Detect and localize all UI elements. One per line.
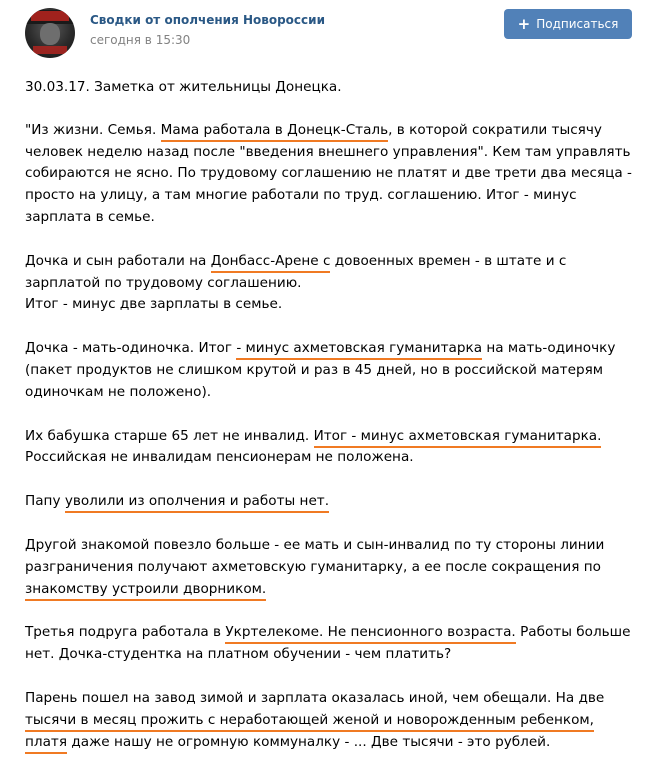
text-fragment: довоенных времен - в штате и с зарплатой по трудовому соглашению. bbox=[25, 252, 567, 291]
highlighted-text: Укртелекоме. Не пенсионного возраста. bbox=[225, 624, 515, 644]
post-paragraph bbox=[25, 688, 640, 753]
highlighted-text: Итог - минус ахметовская гуманитарка. bbox=[314, 428, 602, 448]
text-fragment: Их бабушка старше 65 лет не инвалид. bbox=[25, 427, 314, 444]
post-paragraph bbox=[25, 426, 640, 470]
post-paragraph bbox=[25, 77, 640, 99]
text-fragment: Парень пошел на завод зимой и зарплата оказалась иной, чем обещали. На две bbox=[25, 689, 605, 706]
text-fragment: Другой знакомой повезло больше - ее мать и сын-инвалид по ту стороны линии разграничения получают ахметовскую гуманитарку, а ее после сокращения по bbox=[25, 536, 605, 575]
highlighted-text: Мама работала в Донецк-Сталь bbox=[161, 122, 389, 142]
avatar-face bbox=[40, 23, 60, 45]
highlighted-text: Донбасс-Арене с bbox=[211, 253, 331, 273]
post-date-line: 30.03.17. Заметка от жительницы Донецка. bbox=[25, 79, 342, 95]
text-fragment: даже нашу не огромную коммуналку - ... Две тысячи - это рублей. bbox=[67, 733, 551, 750]
subscribe-button[interactable] bbox=[504, 9, 632, 39]
plus-icon: + bbox=[517, 14, 531, 33]
post-header bbox=[0, 0, 651, 70]
post-paragraph bbox=[25, 338, 640, 403]
subscribe-label: Подписаться bbox=[536, 17, 619, 31]
group-avatar[interactable] bbox=[25, 8, 75, 58]
text-fragment: Работы больше нет. Дочка-студентка на платном обучении - чем платить? bbox=[25, 624, 631, 663]
post-paragraph bbox=[25, 120, 640, 229]
post-paragraph bbox=[25, 251, 640, 316]
text-fragment: Папу bbox=[25, 493, 65, 510]
post-timestamp[interactable]: сегодня в 15:30 bbox=[90, 33, 191, 47]
text-fragment: Российская не инвалидам пенсионерам не положена. bbox=[25, 449, 414, 466]
avatar-banner-bottom bbox=[33, 46, 67, 54]
post-text bbox=[25, 77, 640, 775]
text-fragment: Итог - минус две зарплаты в семье. bbox=[25, 296, 283, 313]
text-fragment: , в которой сократили тысячу человек неделю назад после "введения внешнего управления". Кем там управлять собираются не ясно. По трудовому соглашению не платят и две трети два месяца - просто на улицу, а там многие работали по труд. соглашению. Итог - минус зарплата в семье. bbox=[25, 121, 632, 225]
highlighted-text: тысячи в месяц прожить с неработающей женой и новорожденным ребенком, платя bbox=[25, 712, 594, 754]
highlighted-text: знакомству устроили дворником. bbox=[25, 581, 266, 601]
highlighted-text: уволили из ополчения и работы нет. bbox=[65, 493, 329, 513]
avatar-banner-top bbox=[31, 11, 69, 21]
text-fragment: Дочка и сын работали на bbox=[25, 252, 211, 269]
post-paragraph bbox=[25, 535, 640, 600]
highlighted-text: - минус ахметовская гуманитарка bbox=[236, 340, 482, 360]
post-paragraph bbox=[25, 622, 640, 666]
text-fragment: Дочка - мать-одиночка. Итог bbox=[25, 340, 237, 357]
text-fragment: Третья подруга работала в bbox=[25, 624, 226, 641]
group-name-link[interactable]: Сводки от ополчения Новороссии bbox=[90, 13, 325, 27]
text-fragment: на мать-одиночку (пакет продуктов не слишком крутой и раз в 45 дней, но в российской матерям одиночкам не положено). bbox=[25, 340, 616, 400]
post-paragraph bbox=[25, 491, 640, 513]
text-fragment: "Из жизни. Семья. bbox=[25, 121, 161, 138]
